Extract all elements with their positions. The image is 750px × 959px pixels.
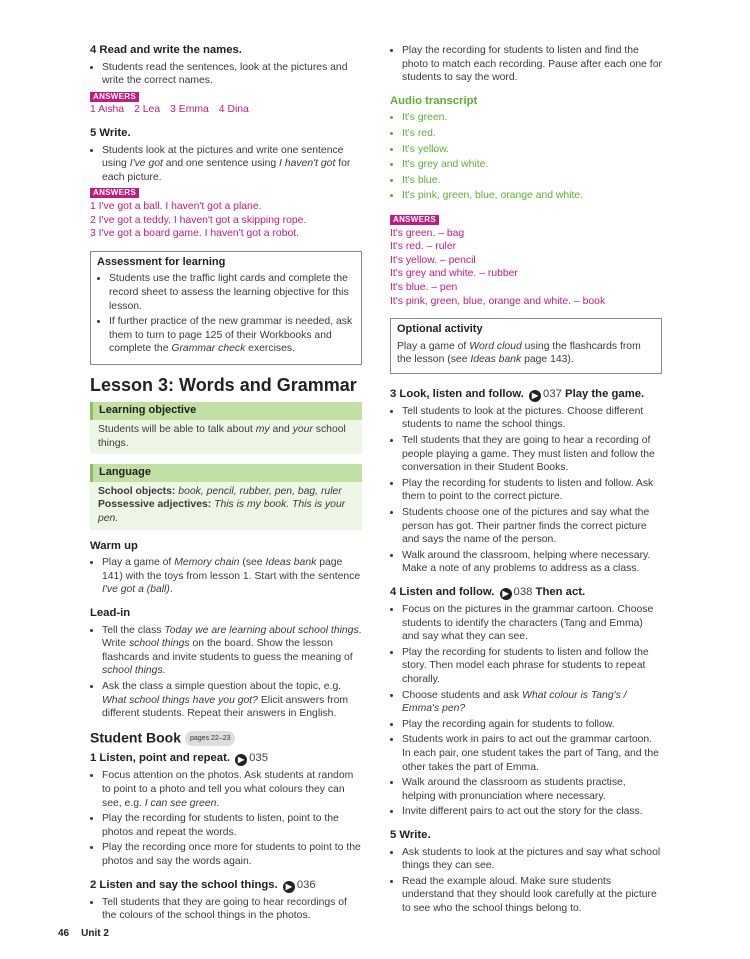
bullet: • Focus on the pictures in the grammar cartoon. Choose students to identify the characters (Tang and Emma) and say what they can see. — [402, 603, 662, 644]
answer-item: 3 Emma — [170, 104, 209, 116]
track-number: 038 — [513, 586, 533, 598]
bullet: • Ask students to look at the pictures and say what school things they can see. — [402, 846, 662, 873]
answer-item: It's pink, green, blue, orange and white. – book — [390, 295, 606, 307]
exercise-title: 1 Listen, point and repeat. ▶ 035 — [90, 752, 268, 765]
answer-item: 1 Aisha — [90, 104, 125, 116]
answers-list — [90, 200, 362, 241]
answer-item: It's blue. – pen — [390, 281, 458, 293]
bullet: • Tell the class Today we are learning about school things. Write school things on the board. Show the lesson flashcards and invite students to guess the meaning of school things. — [102, 624, 362, 678]
answer-item: 3 I've got a board game. I haven't got a robot. — [90, 228, 300, 240]
optional-title: Optional activity — [397, 323, 483, 336]
answer-item: It's red. – ruler — [390, 241, 457, 253]
answers-section — [390, 213, 662, 308]
language-line: Possessive adjectives: This is my book. This is your pen. — [98, 499, 346, 525]
transcript-line: • It's blue. — [402, 174, 662, 188]
bullet: • Play the recording for students to listen and follow. Ask them to point to the correct picture. — [402, 477, 662, 504]
transcript-line: • It's green. — [402, 111, 662, 125]
bullet: • Play the recording for students to listen and find the photo to match each recording. Pause after each one for students to say the word. — [402, 44, 662, 85]
exercise-3 — [390, 388, 662, 576]
page-number: 46 — [58, 928, 70, 939]
exercise-title: 4 Read and write the names. — [90, 44, 242, 56]
optional-text: Play a game of Word cloud using the flashcards from the lesson (see Ideas bank page 143). — [397, 340, 641, 366]
bullet: • Tell students that they are going to hear recordings of the colours of the school things in the photos. — [102, 896, 362, 923]
transcript-line: • It's grey and white. — [402, 158, 662, 172]
unit-label: Unit 2 — [81, 928, 109, 939]
bullet: • Walk around the classroom, helping where necessary. Make a note of any problems to address as a class. — [402, 549, 662, 576]
exercise-title: 5 Write. — [390, 828, 431, 841]
answers-badge: ANSWERS — [90, 188, 139, 198]
lesson-title: Lesson 3: Words and Grammar — [90, 374, 357, 395]
learning-objective-box — [90, 402, 362, 454]
exercise-title: 2 Listen and say the school things. ▶ 036 — [90, 878, 316, 891]
exercise-title: 3 Look, listen and follow. ▶ 037 Play the game. — [390, 387, 645, 400]
answer-item: It's grey and white. – rubber — [390, 268, 518, 280]
bullet: • Ask the class a simple question about the topic, e.g. What school things have you got? Elicit answers from different students. Repeat their answers in English. — [102, 680, 362, 721]
exercise-title: 5 Write. — [90, 126, 131, 139]
bullet: • Play the recording for students to listen, point to the photos and repeat the words. — [102, 812, 362, 839]
bullet: • Play the recording again for students to follow. — [402, 718, 662, 732]
bullet: • Play the recording for students to listen and follow the story. Then model each phrase for students to repeat chorally. — [402, 646, 662, 687]
left-column — [90, 44, 362, 933]
pages-badge: pages 22–23 — [185, 731, 235, 747]
exercise-title: 4 Listen and follow. ▶ 038 Then act. — [390, 586, 586, 598]
exercise-2 — [90, 879, 362, 923]
objective-text: Students will be able to talk about my and your school things. — [90, 420, 362, 454]
bullet: • Students read the sentences, look at the pictures and write the correct names. — [102, 61, 362, 88]
bullet: • Walk around the classroom as students practise, helping with pronunciation where necessary. — [402, 776, 662, 803]
track-number: 036 — [296, 878, 316, 891]
bullet: • If further practice of the new grammar is needed, ask them to turn to page 125 of their Workbooks and complete the Grammar check exercises. — [109, 315, 355, 356]
answer-item: 2 Lea — [134, 104, 161, 116]
bullet: • Tell students to look at the pictures. Choose different students to name the school things. — [402, 405, 662, 432]
answer-item: 1 I've got a ball. I haven't got a plane. — [90, 200, 262, 212]
answers-badge: ANSWERS — [90, 92, 139, 102]
bullet: • Choose students and ask What colour is Tang's / Emma's pen? — [402, 689, 662, 716]
audio-icon: ▶ — [529, 390, 541, 402]
audio-transcript — [390, 95, 662, 203]
lead-in — [90, 607, 362, 721]
answers-badge: ANSWERS — [390, 215, 439, 225]
warm-up — [90, 540, 362, 597]
track-number: 037 — [543, 387, 562, 400]
bullet: • Tell students that they are going to hear a recording of people playing a game. They must listen and follow the conversation in their Student Books. — [402, 434, 662, 475]
bullet: • Students use the traffic light cards and complete the record sheet to assess the learning objective for this lesson. — [109, 272, 355, 313]
answer-item: It's green. – bag — [390, 227, 465, 239]
page-footer — [58, 928, 121, 939]
track-number: 035 — [249, 752, 268, 765]
audio-icon: ▶ — [235, 754, 247, 766]
answer-item: 4 Dina — [218, 104, 249, 116]
assessment-box — [90, 251, 362, 365]
right-column — [390, 44, 662, 925]
section-title: Warm up — [90, 539, 138, 552]
answer-item: 2 I've got a teddy. I haven't got a skipping rope. — [90, 214, 307, 226]
language-title: Language — [90, 464, 362, 482]
exercise-5-write — [90, 127, 362, 241]
bullet: • Focus attention on the photos. Ask students at random to point to a photo and tell you what colours they can see, e.g. I can see green. — [102, 769, 362, 810]
section-title: Lead-in — [90, 607, 131, 619]
bullet: • Play the recording once more for students to point to the photos and say the words again. — [102, 841, 362, 868]
audio-icon: ▶ — [283, 881, 295, 893]
language-line: School objects: book, pencil, rubber, pen, bag, ruler — [98, 485, 342, 497]
language-box — [90, 464, 362, 529]
answer-item: It's yellow. – pencil — [390, 254, 476, 266]
bullet: • Read the example aloud. Make sure students understand that they should look carefully at the picture to see who the school things belong to. — [402, 875, 662, 916]
exercise-4-read-write — [90, 44, 362, 117]
transcript-line: • It's yellow. — [402, 143, 662, 157]
transcript-title: Audio transcript — [390, 94, 478, 107]
answers-list — [90, 103, 362, 117]
transcript-line: • It's red. — [402, 127, 662, 141]
exercise-1 — [90, 752, 362, 868]
optional-activity-box — [390, 318, 662, 374]
audio-icon: ▶ — [500, 588, 512, 600]
transcript-line: • It's pink, green, blue, orange and white. — [402, 189, 662, 203]
exercise-5-right — [390, 829, 662, 916]
bullet: • Students work in pairs to act out the grammar cartoon. In each pair, one student takes the part of Tang, and the other takes the part of Emma. — [402, 733, 662, 774]
bullet: • Students choose one of the pictures and say what the person has got. Their partner finds the correct picture and says the name of the person. — [402, 506, 662, 547]
exercise-4 — [390, 586, 662, 819]
assessment-title: Assessment for learning — [97, 255, 226, 268]
bullet: • Play a game of Memory chain (see Ideas bank page 141) with the toys from lesson 1. Start with the sentence I've got a (ball). — [102, 556, 362, 597]
bullet: • Invite different pairs to act out the story for the class. — [402, 805, 662, 819]
objective-title: Learning objective — [90, 402, 362, 420]
bullet: • Students look at the pictures and write one sentence using I've got and one sentence using I haven't got for each picture. — [102, 144, 362, 185]
student-book-heading: Student Book pages 22–23 — [90, 731, 362, 747]
